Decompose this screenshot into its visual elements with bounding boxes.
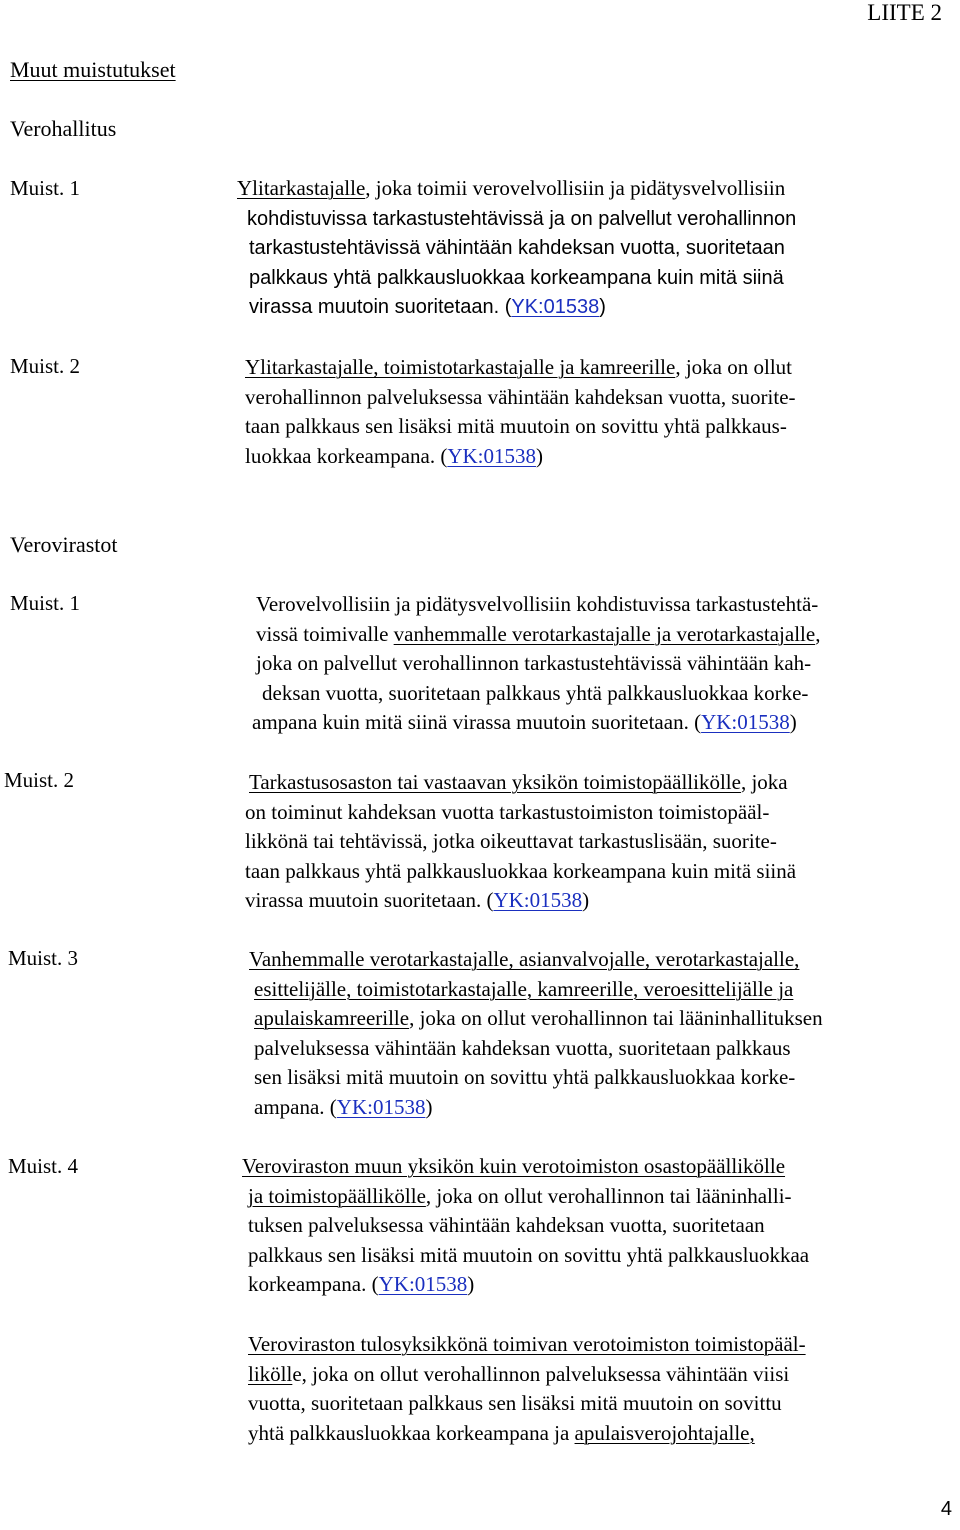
note-line (247, 204, 796, 235)
note-line (254, 1034, 791, 1064)
reference-link[interactable]: YK:01538 (493, 888, 583, 912)
note-text: palkkaus sen lisäksi mitä muutoin on sovittu yhtä palkkausluokkaa (248, 1242, 810, 1267)
note-line (256, 620, 820, 650)
note-line (249, 292, 606, 323)
page-number: 4 (940, 1498, 952, 1520)
paren: ) (789, 710, 797, 734)
note-line (245, 827, 777, 857)
note-line (252, 708, 797, 738)
note-line (262, 679, 808, 709)
paren: ) (467, 1272, 475, 1296)
note-text: , joka on ollut (675, 355, 792, 379)
note-line (248, 1270, 474, 1300)
note-line (254, 1093, 432, 1123)
underlined-text: ja toimistopäällikölle (248, 1183, 426, 1208)
reference-link[interactable]: YK:01538 (447, 443, 537, 468)
note-text: joka on palvellut verohallinnon tarkastustehtävissä vähintään kah- (256, 651, 812, 675)
note-line (245, 857, 796, 887)
note-text: , joka on ollut verohallinnon tai lääninhalli- (425, 1183, 792, 1208)
note-text: virassa muutoin suoritetaan. (245, 888, 487, 912)
note-line (248, 1241, 809, 1271)
note-line (248, 1389, 782, 1419)
note-text: ampana. (254, 1094, 330, 1119)
note-line (245, 886, 589, 916)
note-text: taan palkkaus sen lisäksi mitä muutoin on sovittu yhtä palkkaus- (245, 414, 787, 438)
underlined-text: Ylitarkastajalle (237, 176, 366, 200)
note-label: Muist. 1 (10, 591, 81, 615)
note-text: korkeampana. (248, 1272, 372, 1296)
paren: ) (425, 1094, 433, 1119)
reference-link[interactable]: YK:01538 (378, 1272, 468, 1296)
note-text: palveluksessa vähintään kahdeksan vuotta, suoritetaan palkkaus (254, 1035, 791, 1060)
note-text: vuotta, suoritetaan palkkaus sen lisäksi mitä muutoin on sovittu (248, 1391, 782, 1415)
underlined-text: esittelijälle, toimistotarkastajalle, kamreerille, veroesittelijälle ja (254, 976, 794, 1001)
note-text: ampana kuin mitä siinä virassa muutoin suoritetaan. (252, 710, 695, 734)
paren: ( (486, 888, 494, 912)
note-text: on toiminut kahdeksan vuotta tarkastustoimiston toimistopääl- (245, 799, 770, 824)
paren: ( (371, 1272, 379, 1296)
section-title-verohallitus: Verohallitus (10, 116, 117, 141)
note-text: yhtä palkkausluokkaa korkeampana ja (248, 1420, 575, 1445)
note-line (248, 1211, 765, 1241)
note-line (249, 263, 784, 294)
underlined-text: Ylitarkastajalle, toimistotarkastajalle ja kamreerille (245, 355, 676, 379)
underlined-text: Veroviraston tulosyksikkönä toimivan verotoimiston toimistopääl- (248, 1332, 806, 1356)
note-line (249, 233, 785, 264)
note-line (245, 383, 796, 413)
note-text: verohallinnon palveluksessa vähintään kahdeksan vuotta, suorite- (245, 384, 796, 409)
note-text: kohdistuvissa tarkastustehtävissä ja on palvellut verohallinnon (247, 207, 797, 230)
note-text: Verovelvollisiin ja pidätysvelvollisiin kohdistuvissa tarkastustehtä- (256, 592, 819, 616)
note-text: tuksen palveluksessa vähintään kahdeksan vuotta, suoritetaan (248, 1213, 765, 1237)
note-label: Muist. 4 (8, 1154, 79, 1178)
note-text: vissä toimivalle (256, 621, 394, 646)
note-line (245, 353, 792, 383)
note-text: taan palkkaus yhtä palkkausluokkaa korkeampana kuin mitä siinä (245, 858, 797, 883)
note-text: sen lisäksi mitä muutoin on sovittu yhtä palkkausluokkaa korke- (254, 1065, 796, 1089)
note-text: deksan vuotta, suoritetaan palkkaus yhtä palkkausluokkaa korke- (262, 680, 809, 705)
underlined-text: liköll (248, 1361, 293, 1386)
underlined-text: Veroviraston muun yksikön kuin verotoimiston osastopäällikölle (242, 1154, 786, 1178)
reference-link[interactable]: YK:01538 (701, 710, 790, 734)
note-line (248, 1182, 792, 1212)
section-title-verovirastot: Verovirastot (10, 532, 118, 557)
paren: ( (694, 710, 702, 734)
reference-link[interactable]: YK:01538 (336, 1094, 426, 1119)
reference-link[interactable]: YK:01538 (511, 296, 600, 318)
note-text: e, joka on ollut verohallinnon palveluksessa vähintään viisi (292, 1361, 790, 1386)
paren: ) (599, 296, 606, 318)
note-text: likkönä tai tehtävissä, jotka oikeuttavat tarkastuslisään, suorite- (245, 829, 777, 853)
section-title-muut: Muut muistutukset (10, 57, 176, 82)
note-line (249, 945, 799, 975)
note-line (245, 442, 543, 472)
note-label: Muist. 2 (4, 768, 75, 792)
underlined-text: Tarkastusosaston tai vastaavan yksikön toimistopäällikölle (249, 770, 741, 794)
note-line (245, 798, 769, 828)
underlined-text: apulaisverojohtajalle, (574, 1420, 755, 1445)
note-line (237, 174, 785, 204)
note-line (245, 412, 787, 442)
note-label: Muist. 2 (10, 354, 81, 378)
appendix-label: LIITE 2 (867, 0, 942, 25)
note-line (256, 649, 811, 679)
note-text: tarkastustehtävissä vähintään kahdeksan vuotta, suoritetaan (249, 237, 785, 259)
note-text: virassa muutoin suoritetaan. (249, 296, 505, 318)
underlined-text: vanhemmalle verotarkastajalle ja verotarkastajalle (393, 621, 816, 646)
note-line (249, 768, 788, 798)
note-text: , joka on ollut verohallinnon tai lääninhallituksen (409, 1006, 823, 1030)
note-line (256, 590, 818, 620)
note-line (242, 1152, 785, 1182)
paren: ) (582, 888, 590, 912)
note-line (254, 1004, 823, 1034)
note-line (248, 1330, 806, 1360)
note-text: , joka toimii verovelvollisiin ja pidätysvelvollisiin (365, 176, 786, 200)
note-line (254, 975, 793, 1005)
paren: ) (536, 443, 544, 468)
note-text: , (815, 621, 821, 646)
note-label: Muist. 3 (8, 946, 79, 970)
note-line (248, 1360, 789, 1390)
note-text: luokkaa korkeampana. (245, 443, 441, 468)
note-label: Muist. 1 (10, 176, 81, 200)
paren: ( (504, 296, 512, 318)
note-line (254, 1063, 795, 1093)
note-text: , joka (740, 770, 788, 794)
note-line (248, 1419, 755, 1449)
paren: ( (329, 1094, 337, 1119)
underlined-text: Vanhemmalle verotarkastajalle, asianvalvojalle, verotarkastajalle, (249, 947, 800, 971)
underlined-text: apulaiskamreerille (254, 1006, 410, 1030)
paren: ( (440, 443, 448, 468)
note-text: palkkaus yhtä palkkausluokkaa korkeampana kuin mitä siinä (249, 266, 784, 289)
